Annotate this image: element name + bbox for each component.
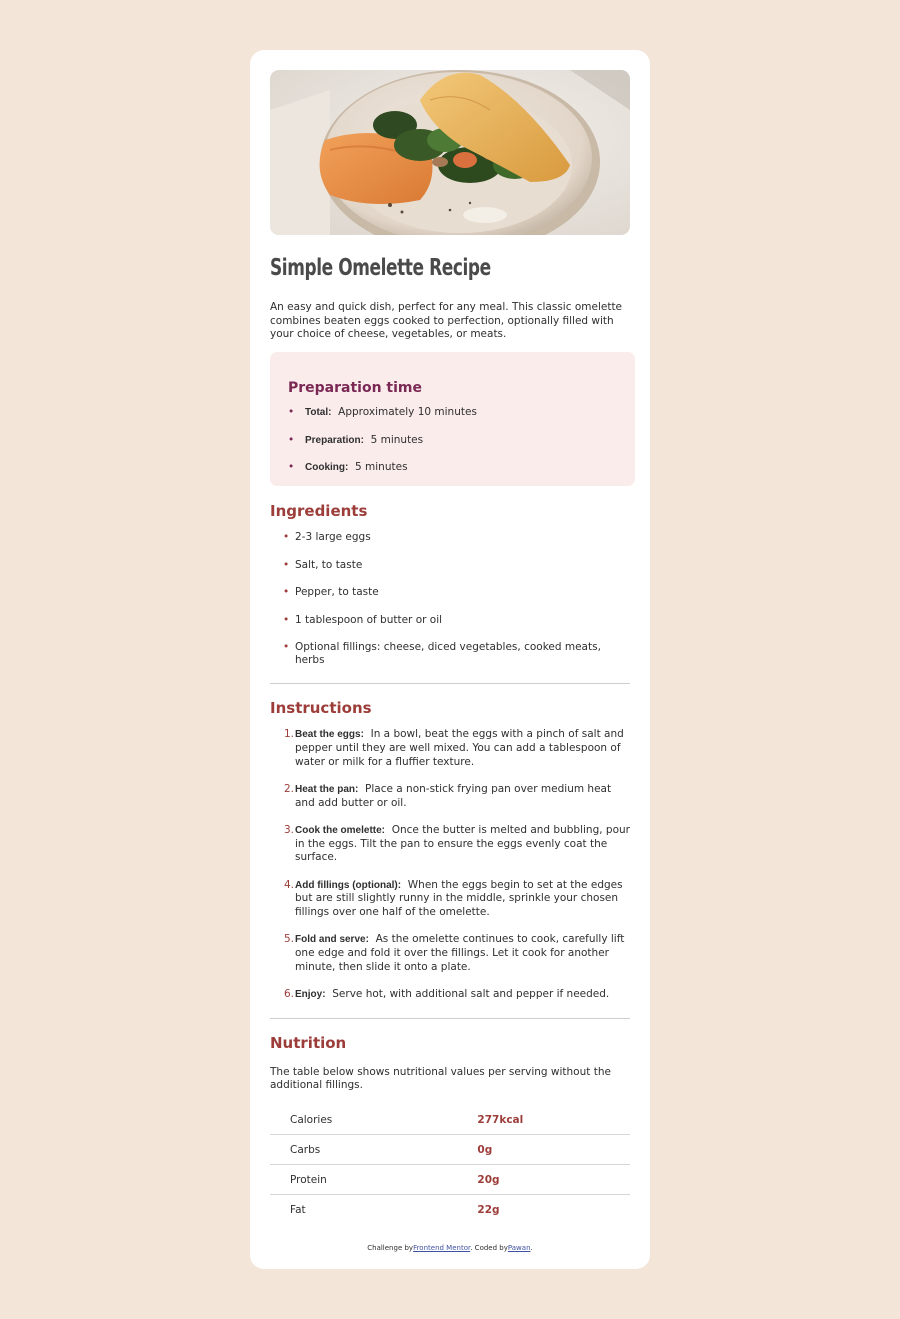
- prep-label: Cooking:: [305, 462, 349, 474]
- footer-middle: . Coded by: [470, 1244, 508, 1253]
- prep-value: 5 minutes: [355, 461, 408, 474]
- omelette-image: [270, 70, 630, 235]
- step-number: 5.: [284, 933, 295, 946]
- step-text: Once the butter is melted and bubbling, pour in the eggs. Tilt the pan to ensure the eggs evenly coat the surface.: [295, 823, 630, 864]
- list-item: [305, 461, 617, 474]
- footer-suffix: .: [530, 1244, 533, 1253]
- attribution-footer: [270, 1244, 630, 1252]
- table-row: [270, 1165, 630, 1195]
- nutrient-name: Fat: [270, 1195, 477, 1225]
- step-text: Serve hot, with additional salt and pepper if needed.: [332, 987, 610, 1000]
- step-number: 4.: [284, 878, 295, 891]
- list-item: [284, 987, 630, 1002]
- nutrition-intro: The table below shows nutritional values per serving without the additional fillings.: [270, 1065, 611, 1092]
- step-label: Beat the eggs:: [295, 729, 364, 741]
- list-item: [284, 823, 630, 865]
- page-title: Simple Omelette Recipe: [270, 255, 491, 281]
- list-item: [284, 728, 630, 769]
- table-row: [270, 1105, 630, 1135]
- ingredients-heading: Ingredients: [270, 502, 368, 521]
- step-text: As the omelette continues to cook, carefully lift one edge and fold it over the fillings. Let it cook for another minute, then slide it onto a plate.: [295, 933, 625, 973]
- prep-label: Preparation:: [305, 434, 364, 446]
- step-number: 2.: [284, 782, 295, 795]
- list-item: • 1 tablespoon of butter or oil: [295, 614, 630, 627]
- preparation-heading: Preparation time: [288, 380, 423, 397]
- list-item: [284, 878, 630, 920]
- nutrient-value: 277kcal: [477, 1113, 524, 1126]
- preparation-box: [270, 352, 635, 486]
- nutrient-value: 20g: [477, 1165, 630, 1195]
- nutrition-heading: Nutrition: [270, 1033, 347, 1052]
- nutrition-table: [270, 1105, 630, 1224]
- ingredients-section: [270, 502, 630, 667]
- step-text: Place a non-stick frying pan over medium heat and add butter or oil.: [295, 782, 612, 809]
- step-label: Add fillings (optional):: [295, 879, 402, 891]
- prep-value: Approximately 10 minutes: [338, 406, 477, 419]
- instructions-list: [270, 728, 630, 1002]
- nutrient-name: Carbs: [270, 1135, 477, 1165]
- nutrition-section: [270, 1034, 630, 1224]
- nutrient-value: 22g: [477, 1195, 630, 1225]
- recipe-card: [250, 50, 650, 1269]
- footer-prefix: Challenge by: [367, 1244, 414, 1253]
- list-item: [305, 434, 617, 447]
- step-number: 3.: [284, 823, 295, 836]
- divider: [270, 1018, 630, 1019]
- list-item: [305, 406, 617, 419]
- list-item: • Pepper, to taste: [295, 586, 630, 599]
- recipe-intro: An easy and quick dish, perfect for any meal. This classic omelette combines beaten eggs cooked to perfection, optionally filled with your choice of cheese, vegetables, or meats.: [270, 301, 623, 341]
- step-label: Fold and serve:: [295, 934, 369, 946]
- nutrient-name: Protein: [270, 1165, 477, 1195]
- step-label: Cook the omelette:: [295, 824, 386, 836]
- list-item: • 2-3 large eggs: [295, 531, 630, 544]
- divider: [270, 683, 630, 684]
- list-item: [284, 782, 630, 810]
- table-row: [270, 1195, 630, 1225]
- instructions-section: [270, 699, 630, 1002]
- step-label: Enjoy:: [295, 988, 326, 1000]
- prep-value: 5 minutes: [370, 433, 424, 446]
- table-row: [270, 1135, 630, 1165]
- ingredients-list: [270, 531, 630, 667]
- step-text: In a bowl, beat the eggs with a pinch of salt and pepper until they are well mixed. You can add a tablespoon of water or milk for a fluffier texture.: [295, 728, 624, 768]
- prep-label: Total:: [305, 407, 332, 419]
- nutrient-value: 0g: [477, 1135, 630, 1165]
- frontend-mentor-link[interactable]: Frontend Mentor: [413, 1244, 471, 1253]
- preparation-list: [288, 406, 617, 474]
- step-text: When the eggs begin to set at the edges but are still slightly runny in the middle, sprinkle your chosen fillings over one half of the omelette.: [295, 878, 623, 918]
- list-item: • Salt, to taste: [295, 559, 630, 572]
- list-item: [284, 933, 630, 974]
- nutrient-name: Calories: [290, 1113, 333, 1126]
- list-item: • Optional fillings: cheese, diced vegetables, cooked meats, herbs: [295, 641, 630, 667]
- step-label: Heat the pan:: [295, 783, 359, 795]
- instructions-heading: Instructions: [270, 699, 372, 718]
- step-number: 6.: [284, 987, 295, 1000]
- author-link[interactable]: Pawan: [507, 1244, 531, 1253]
- step-number: 1.: [284, 728, 295, 741]
